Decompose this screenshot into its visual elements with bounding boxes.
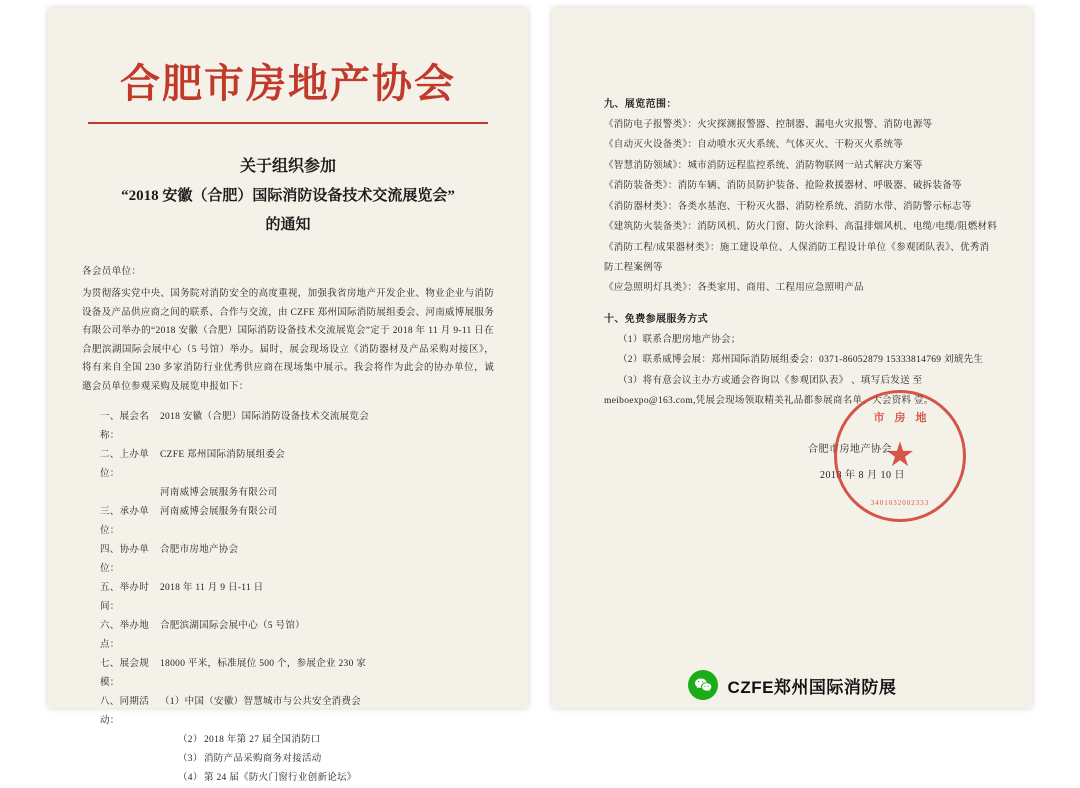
item-label: 三、承办单位： xyxy=(100,507,150,537)
item-label xyxy=(82,484,160,503)
sub-item-text: 第 24 届《防火门窗行业创新论坛》 xyxy=(204,773,357,784)
item-label: 四、协办单位： xyxy=(100,545,150,575)
sub-item-text: 2018 年第 27 届全国消防口 xyxy=(204,735,321,746)
item-value: 河南威博会展服务有限公司 xyxy=(160,488,278,499)
left-document-content xyxy=(48,8,528,784)
item-value: CZFE 郑州国际消防展组委会 xyxy=(160,450,286,461)
list-item xyxy=(82,693,494,731)
item-value: 18000 平米，标准展位 500 个，参展企业 230 家 xyxy=(160,659,367,670)
section-9-line: 《自动灭火设备类》：自动喷水灭火系统、气体灭火、干粉灭火系统等 xyxy=(604,140,904,151)
sub-item-text: 消防产品采购商务对接活动 xyxy=(204,754,322,765)
brand-name: CZFE郑州国际消防展 xyxy=(727,677,897,697)
list-item xyxy=(82,503,494,541)
item-label: 八、同期活动： xyxy=(100,697,150,727)
section-10-line: （3）将有意会议主办方或通会咨询以《参观团队表》 、填写后发送 至 xyxy=(618,375,923,386)
sub-item-number: （2） xyxy=(178,735,203,746)
item-label: 二、上办单位： xyxy=(100,450,150,480)
item-value: 合肥滨湖国际会展中心（5 号馆） xyxy=(160,621,305,632)
notice-heading-line3: 的通知 xyxy=(265,216,311,233)
item-label: 五、举办时间： xyxy=(100,583,150,613)
section-9-line: 《应急照明灯具类》：各类家用、商用、工程用应急照明产品 xyxy=(604,283,864,294)
signature-organization: 合肥市房地产协会 xyxy=(808,444,892,455)
section-9-line: 《消防器材类》：各类水基泡、干粉灭火器、消防栓系统、消防水带、消防警示标志等 xyxy=(604,201,972,212)
organization-title: 合肥市房地产协会 xyxy=(120,61,456,106)
notice-heading xyxy=(82,152,494,239)
section-10-title: 十、免费参展服务方式 xyxy=(604,313,708,325)
wechat-icon xyxy=(688,670,718,700)
body-paragraph: 为贯彻落实党中央、国务院对消防安全的高度重视，加强我省房地产开发企业、物业企业与消防设备及产品供应商之间的联系、合作与交流，由 CZFE 郑州国际消防展组委会、河南威博展服务有限公司举办的“2018 安徽（合肥）国际消防设备技术交流展览会”定于 2018 年 11 月 9-11 日在合肥滨湖国际会展中心（5 号馆）举办。届时，展会现场设立《消防器材及产品采购对接区》，将有来自全国 230 多家消防行业优秀供应商在现场集中展示。我会将作为此会的协办单位，诚邀会员单位参观采购及展览申报如下： xyxy=(82,289,494,392)
list-item xyxy=(82,579,494,617)
list-item xyxy=(82,541,494,579)
sub-list-item xyxy=(82,750,494,769)
section-10-line: （1）联系合肥房地产协会； xyxy=(618,334,741,345)
list-item xyxy=(82,484,494,503)
seal-top-text: 市房地 xyxy=(873,412,937,424)
section-9-line: 《建筑防火装备类》：消防风机、防火门窗、防火涂料、高温排烟风机、电缆/电缆/阻燃材料 xyxy=(604,222,998,233)
section-9-line: 《消防工程/成果器材类》：施工建设单位、人保消防工程设计单位《参观团队表》、优秀消防工程案例等 xyxy=(604,242,990,273)
right-document-content xyxy=(552,8,1032,708)
item-value: （1）中国（安徽）智慧城市与公共安全消费会 xyxy=(160,697,362,708)
list-item xyxy=(82,408,494,446)
salutation: 各会员单位： xyxy=(82,267,142,278)
item-value: 2018 安徽（合肥）国际消防设备技术交流展览会 xyxy=(160,412,370,423)
official-seal xyxy=(834,390,964,520)
document-page-right xyxy=(552,8,1032,708)
section-9-line: 《消防装备类》：消防车辆、消防员防护装备、抢险救援器材、呼吸器、破拆装备等 xyxy=(604,181,962,192)
sub-list-item xyxy=(82,731,494,750)
section-10-line: meiboexpo@163.com,凭展会现场领取精美礼品都参展商名单、大会资料 壹。 xyxy=(604,396,934,407)
section-10-line: （2）联系威博会展：郑州国际消防展组委会：0371-86052879 15333814769 刘琥先生 xyxy=(618,355,984,366)
list-item xyxy=(82,655,494,693)
section-9-line: 《智慧消防领域》：城市消防远程监控系统、消防物联网一站式解决方案等 xyxy=(604,160,923,171)
item-label: 七、展会规模： xyxy=(100,659,150,689)
notice-heading-line1: 关于组织参加 xyxy=(239,158,336,175)
sub-item-number: （3） xyxy=(178,754,203,765)
list-item xyxy=(82,446,494,484)
list-item xyxy=(82,617,494,655)
title-divider xyxy=(88,122,488,124)
document-page-left xyxy=(48,8,528,784)
item-label: 一、展会名称： xyxy=(100,412,150,442)
section-9-title: 九、展览范围： xyxy=(604,99,677,110)
item-value: 河南威博会展服务有限公司 xyxy=(160,507,278,518)
item-value: 合肥市房地产协会 xyxy=(160,545,239,556)
sub-item-number: （4） xyxy=(178,773,203,784)
signature-date: 2018 年 8 月 10 日 xyxy=(820,470,905,481)
item-value: 2018 年 11 月 9 日-11 日 xyxy=(160,583,264,594)
item-label: 六、举办地点： xyxy=(100,621,150,651)
sub-list-item xyxy=(82,769,494,788)
seal-bottom-text: 3401032002333 xyxy=(870,499,930,507)
section-9-line: 《消防电子报警类》：火灾探测报警器、控制器、漏电火灾报警、消防电源等 xyxy=(604,120,933,130)
footer-brand[interactable] xyxy=(552,670,1032,700)
notice-heading-line2: “2018 安徽（合肥）国际消防设备技术交流展览会” xyxy=(121,188,455,205)
seal-star-icon: ★ xyxy=(884,437,916,474)
seal-ring xyxy=(834,390,966,522)
numbered-item-list xyxy=(82,408,494,788)
